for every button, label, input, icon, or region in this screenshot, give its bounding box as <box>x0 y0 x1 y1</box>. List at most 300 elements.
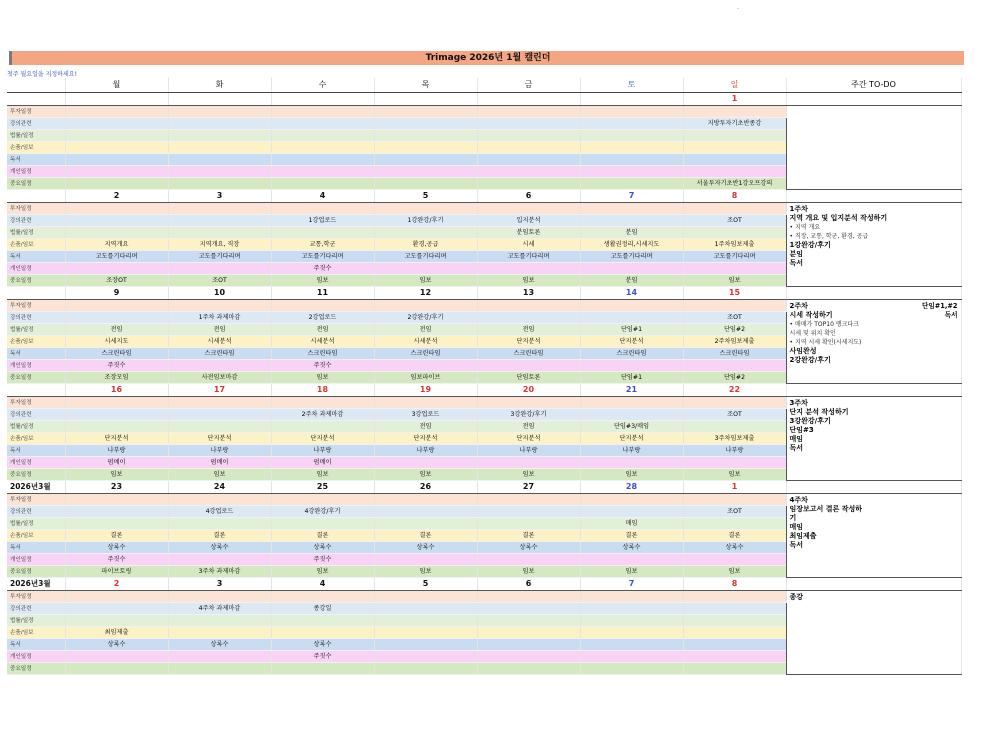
weekly-todo[interactable] <box>786 203 961 287</box>
event-cell[interactable] <box>271 166 374 178</box>
event-cell[interactable]: 환경,공급 <box>374 239 477 251</box>
event-cell[interactable] <box>683 227 786 239</box>
date-cell[interactable]: 6 <box>477 190 580 203</box>
event-cell[interactable]: 3주차 과제마감 <box>168 566 271 578</box>
event-cell[interactable] <box>271 154 374 166</box>
event-cell[interactable] <box>683 663 786 675</box>
event-cell[interactable]: 상록수 <box>271 639 374 651</box>
event-cell[interactable] <box>168 360 271 372</box>
event-cell[interactable] <box>271 627 374 639</box>
event-cell[interactable]: 결론 <box>477 530 580 542</box>
event-cell[interactable]: 임보 <box>683 469 786 481</box>
event-cell[interactable]: 지역개요, 직장 <box>168 239 271 251</box>
date-cell[interactable]: 28 <box>580 481 683 494</box>
event-cell[interactable]: 단지분석 <box>374 433 477 445</box>
date-cell[interactable] <box>580 93 683 106</box>
event-cell[interactable] <box>65 409 168 421</box>
event-cell[interactable]: 3주차임보제출 <box>683 433 786 445</box>
event-cell[interactable]: 시세분석 <box>168 336 271 348</box>
event-cell[interactable]: 임보 <box>168 469 271 481</box>
event-cell[interactable] <box>683 603 786 615</box>
event-cell[interactable]: 4주차 과제마감 <box>168 603 271 615</box>
event-cell[interactable] <box>683 397 786 409</box>
event-cell[interactable] <box>477 312 580 324</box>
event-cell[interactable] <box>580 627 683 639</box>
event-cell[interactable]: 전임 <box>374 324 477 336</box>
event-cell[interactable]: 파이브토링 <box>65 566 168 578</box>
event-cell[interactable] <box>374 506 477 518</box>
event-cell[interactable] <box>65 227 168 239</box>
event-cell[interactable] <box>683 106 786 118</box>
event-cell[interactable] <box>65 663 168 675</box>
event-cell[interactable]: 상록수 <box>65 639 168 651</box>
date-cell[interactable]: 10 <box>168 287 271 300</box>
event-cell[interactable]: 임보 <box>374 275 477 287</box>
event-cell[interactable] <box>683 651 786 663</box>
event-cell[interactable]: 임보 <box>477 566 580 578</box>
event-cell[interactable]: 지역개요 <box>65 239 168 251</box>
event-cell[interactable] <box>374 397 477 409</box>
event-cell[interactable] <box>683 421 786 433</box>
event-cell[interactable] <box>477 360 580 372</box>
event-cell[interactable] <box>65 506 168 518</box>
event-cell[interactable] <box>580 639 683 651</box>
event-cell[interactable]: 상록수 <box>271 542 374 554</box>
event-cell[interactable] <box>580 203 683 215</box>
event-cell[interactable]: 임보 <box>271 275 374 287</box>
event-cell[interactable] <box>580 554 683 566</box>
event-cell[interactable] <box>477 457 580 469</box>
event-cell[interactable] <box>65 106 168 118</box>
event-cell[interactable] <box>168 663 271 675</box>
event-cell[interactable]: 3강업로드 <box>374 409 477 421</box>
event-cell[interactable] <box>271 203 374 215</box>
event-cell[interactable]: 나부랑 <box>580 445 683 457</box>
event-cell[interactable]: 주짓수 <box>271 554 374 566</box>
event-cell[interactable] <box>168 263 271 275</box>
event-cell[interactable] <box>168 421 271 433</box>
event-cell[interactable]: 나부랑 <box>65 445 168 457</box>
date-cell[interactable]: 14 <box>580 287 683 300</box>
event-cell[interactable] <box>580 154 683 166</box>
event-cell[interactable]: 주짓수 <box>271 360 374 372</box>
event-cell[interactable]: 나부랑 <box>683 445 786 457</box>
event-cell[interactable] <box>168 178 271 190</box>
event-cell[interactable] <box>580 166 683 178</box>
event-cell[interactable]: 나부랑 <box>374 445 477 457</box>
event-cell[interactable]: 스크린타임 <box>168 348 271 360</box>
event-cell[interactable]: 1강완강/후기 <box>374 215 477 227</box>
event-cell[interactable] <box>168 215 271 227</box>
event-cell[interactable] <box>65 518 168 530</box>
event-cell[interactable] <box>477 130 580 142</box>
event-cell[interactable] <box>683 615 786 627</box>
event-cell[interactable] <box>168 142 271 154</box>
event-cell[interactable] <box>271 227 374 239</box>
event-cell[interactable]: 나부랑 <box>477 445 580 457</box>
event-cell[interactable] <box>580 300 683 312</box>
event-cell[interactable] <box>168 203 271 215</box>
event-cell[interactable] <box>580 494 683 506</box>
event-cell[interactable] <box>65 615 168 627</box>
date-cell[interactable]: 5 <box>374 578 477 591</box>
event-cell[interactable] <box>477 178 580 190</box>
event-cell[interactable]: 주짓수 <box>65 360 168 372</box>
event-cell[interactable]: 상록수 <box>374 542 477 554</box>
event-cell[interactable]: 단지분석 <box>65 433 168 445</box>
event-cell[interactable] <box>168 651 271 663</box>
event-cell[interactable] <box>271 142 374 154</box>
event-cell[interactable] <box>65 178 168 190</box>
event-cell[interactable] <box>683 518 786 530</box>
event-cell[interactable]: 임보 <box>580 469 683 481</box>
event-cell[interactable]: 전임 <box>374 421 477 433</box>
event-cell[interactable] <box>65 651 168 663</box>
event-cell[interactable] <box>65 130 168 142</box>
event-cell[interactable] <box>683 203 786 215</box>
event-cell[interactable]: 1주차 과제마감 <box>168 312 271 324</box>
date-cell[interactable]: 4 <box>271 578 374 591</box>
event-cell[interactable] <box>65 300 168 312</box>
date-cell[interactable]: 26 <box>374 481 477 494</box>
event-cell[interactable]: 임보 <box>683 275 786 287</box>
weekly-todo[interactable] <box>786 494 961 578</box>
event-cell[interactable]: 조장OT <box>65 275 168 287</box>
event-cell[interactable] <box>374 178 477 190</box>
event-cell[interactable]: 임보 <box>374 469 477 481</box>
event-cell[interactable]: 사전임보마감 <box>168 372 271 384</box>
event-cell[interactable] <box>65 397 168 409</box>
event-cell[interactable] <box>168 227 271 239</box>
event-cell[interactable]: 조OT <box>683 506 786 518</box>
event-cell[interactable]: 고도를기다리며 <box>65 251 168 263</box>
event-cell[interactable]: 단지분석 <box>580 433 683 445</box>
event-cell[interactable]: 임보 <box>271 469 374 481</box>
event-cell[interactable] <box>683 494 786 506</box>
event-cell[interactable]: 시세분석 <box>374 336 477 348</box>
event-cell[interactable]: 단임#1 <box>580 324 683 336</box>
event-cell[interactable]: 임보 <box>271 372 374 384</box>
event-cell[interactable] <box>683 627 786 639</box>
event-cell[interactable]: 임보 <box>65 469 168 481</box>
date-cell[interactable]: 25 <box>271 481 374 494</box>
event-cell[interactable]: 서울투자기초반1강오프강의 <box>683 178 786 190</box>
event-cell[interactable]: 시세분석 <box>271 336 374 348</box>
event-cell[interactable]: 전임 <box>65 324 168 336</box>
event-cell[interactable] <box>374 227 477 239</box>
date-cell[interactable]: 24 <box>168 481 271 494</box>
event-cell[interactable] <box>683 639 786 651</box>
event-cell[interactable] <box>65 203 168 215</box>
event-cell[interactable] <box>580 397 683 409</box>
event-cell[interactable] <box>580 312 683 324</box>
event-cell[interactable] <box>65 215 168 227</box>
event-cell[interactable] <box>683 154 786 166</box>
event-cell[interactable] <box>477 154 580 166</box>
date-cell[interactable]: 7 <box>580 578 683 591</box>
event-cell[interactable] <box>683 300 786 312</box>
event-cell[interactable] <box>271 300 374 312</box>
event-cell[interactable]: 임보 <box>477 275 580 287</box>
event-cell[interactable] <box>374 494 477 506</box>
event-cell[interactable] <box>683 554 786 566</box>
event-cell[interactable] <box>580 130 683 142</box>
event-cell[interactable]: 전임 <box>168 324 271 336</box>
event-cell[interactable]: 매임 <box>580 518 683 530</box>
event-cell[interactable] <box>374 651 477 663</box>
event-cell[interactable] <box>374 639 477 651</box>
event-cell[interactable] <box>374 263 477 275</box>
event-cell[interactable]: 스크린타임 <box>580 348 683 360</box>
date-cell[interactable]: 3 <box>168 190 271 203</box>
event-cell[interactable] <box>374 154 477 166</box>
event-cell[interactable] <box>683 263 786 275</box>
event-cell[interactable] <box>580 603 683 615</box>
event-cell[interactable] <box>580 263 683 275</box>
event-cell[interactable] <box>477 203 580 215</box>
event-cell[interactable] <box>477 506 580 518</box>
event-cell[interactable]: 결론 <box>271 530 374 542</box>
event-cell[interactable] <box>271 421 374 433</box>
event-cell[interactable]: 임보 <box>580 566 683 578</box>
event-cell[interactable] <box>580 106 683 118</box>
event-cell[interactable]: 전임 <box>477 421 580 433</box>
event-cell[interactable] <box>168 591 271 603</box>
event-cell[interactable] <box>683 591 786 603</box>
event-cell[interactable] <box>374 518 477 530</box>
event-cell[interactable] <box>580 506 683 518</box>
weekly-todo[interactable] <box>786 591 961 675</box>
event-cell[interactable]: 펌메이 <box>271 457 374 469</box>
event-cell[interactable]: 고도를기다리며 <box>477 251 580 263</box>
event-cell[interactable] <box>477 603 580 615</box>
event-cell[interactable] <box>168 615 271 627</box>
event-cell[interactable]: 결론 <box>65 530 168 542</box>
event-cell[interactable]: 주짓수 <box>271 263 374 275</box>
event-cell[interactable]: 상록수 <box>168 542 271 554</box>
event-cell[interactable]: 1강업로드 <box>271 215 374 227</box>
event-cell[interactable]: 단임#3/매임 <box>580 421 683 433</box>
event-cell[interactable] <box>168 494 271 506</box>
event-cell[interactable]: 고도를기다리며 <box>271 251 374 263</box>
event-cell[interactable] <box>374 130 477 142</box>
event-cell[interactable] <box>168 300 271 312</box>
date-cell[interactable] <box>374 93 477 106</box>
date-cell[interactable]: 22 <box>683 384 786 397</box>
event-cell[interactable] <box>683 360 786 372</box>
event-cell[interactable] <box>374 591 477 603</box>
event-cell[interactable]: 임보파이브 <box>374 372 477 384</box>
event-cell[interactable]: 분임 <box>580 275 683 287</box>
event-cell[interactable] <box>477 118 580 130</box>
event-cell[interactable]: 단지분석 <box>477 336 580 348</box>
date-cell[interactable]: 13 <box>477 287 580 300</box>
event-cell[interactable]: 상록수 <box>477 542 580 554</box>
event-cell[interactable] <box>683 457 786 469</box>
event-cell[interactable] <box>374 360 477 372</box>
event-cell[interactable] <box>477 518 580 530</box>
event-cell[interactable]: 고도를기다리며 <box>168 251 271 263</box>
event-cell[interactable]: 단임#2 <box>683 324 786 336</box>
event-cell[interactable]: 주짓수 <box>65 554 168 566</box>
event-cell[interactable]: 상록수 <box>683 542 786 554</box>
event-cell[interactable] <box>477 591 580 603</box>
event-cell[interactable] <box>65 263 168 275</box>
event-cell[interactable]: 시세 <box>477 239 580 251</box>
event-cell[interactable]: 4강업로드 <box>168 506 271 518</box>
event-cell[interactable]: 단임#1 <box>580 372 683 384</box>
event-cell[interactable] <box>477 142 580 154</box>
date-cell[interactable]: 2 <box>65 190 168 203</box>
event-cell[interactable] <box>477 663 580 675</box>
event-cell[interactable]: 2강완강/후기 <box>374 312 477 324</box>
event-cell[interactable] <box>580 409 683 421</box>
date-cell[interactable] <box>65 93 168 106</box>
event-cell[interactable] <box>374 603 477 615</box>
event-cell[interactable] <box>65 166 168 178</box>
event-cell[interactable] <box>683 166 786 178</box>
event-cell[interactable]: 입지분석 <box>477 215 580 227</box>
event-cell[interactable]: 단지분석 <box>271 433 374 445</box>
event-cell[interactable]: 조OT <box>683 312 786 324</box>
date-cell[interactable]: 11 <box>271 287 374 300</box>
event-cell[interactable]: 결론 <box>374 530 477 542</box>
event-cell[interactable] <box>271 118 374 130</box>
event-cell[interactable] <box>477 651 580 663</box>
event-cell[interactable] <box>65 421 168 433</box>
event-cell[interactable]: 3강완강/후기 <box>477 409 580 421</box>
event-cell[interactable]: 시세지도 <box>65 336 168 348</box>
event-cell[interactable] <box>65 154 168 166</box>
date-cell[interactable]: 17 <box>168 384 271 397</box>
event-cell[interactable] <box>683 142 786 154</box>
date-cell[interactable]: 8 <box>683 578 786 591</box>
event-cell[interactable]: 조OT <box>168 275 271 287</box>
event-cell[interactable]: 1주차임보제출 <box>683 239 786 251</box>
event-cell[interactable] <box>477 263 580 275</box>
event-cell[interactable]: 상록수 <box>580 542 683 554</box>
event-cell[interactable] <box>374 106 477 118</box>
event-cell[interactable]: 2주차임보제출 <box>683 336 786 348</box>
event-cell[interactable]: 최임제출 <box>65 627 168 639</box>
event-cell[interactable] <box>168 106 271 118</box>
event-cell[interactable] <box>168 397 271 409</box>
event-cell[interactable] <box>477 397 580 409</box>
event-cell[interactable]: 전임 <box>477 324 580 336</box>
event-cell[interactable] <box>374 663 477 675</box>
event-cell[interactable]: 결론 <box>168 530 271 542</box>
date-cell[interactable]: 3 <box>168 578 271 591</box>
date-cell[interactable] <box>271 93 374 106</box>
date-cell[interactable]: 19 <box>374 384 477 397</box>
event-cell[interactable]: 단지분석 <box>477 433 580 445</box>
event-cell[interactable]: 임보 <box>374 566 477 578</box>
event-cell[interactable]: 지방투자기초반종강 <box>683 118 786 130</box>
date-cell[interactable]: 9 <box>65 287 168 300</box>
event-cell[interactable] <box>580 215 683 227</box>
event-cell[interactable]: 주짓수 <box>271 651 374 663</box>
event-cell[interactable]: 펌메이 <box>65 457 168 469</box>
date-cell[interactable]: 20 <box>477 384 580 397</box>
event-cell[interactable]: 스크린타임 <box>477 348 580 360</box>
event-cell[interactable]: 2강업로드 <box>271 312 374 324</box>
event-cell[interactable] <box>477 554 580 566</box>
date-cell[interactable]: 16 <box>65 384 168 397</box>
event-cell[interactable] <box>271 397 374 409</box>
event-cell[interactable] <box>580 178 683 190</box>
event-cell[interactable]: 4강완강/후기 <box>271 506 374 518</box>
event-cell[interactable] <box>580 360 683 372</box>
weekly-todo[interactable] <box>786 106 961 190</box>
event-cell[interactable]: 고도를기다리며 <box>374 251 477 263</box>
event-cell[interactable] <box>271 518 374 530</box>
date-cell[interactable]: 4 <box>271 190 374 203</box>
event-cell[interactable] <box>683 130 786 142</box>
date-cell[interactable]: 23 <box>65 481 168 494</box>
event-cell[interactable]: 임보 <box>271 566 374 578</box>
event-cell[interactable] <box>477 639 580 651</box>
date-cell[interactable]: 1 <box>683 93 786 106</box>
event-cell[interactable] <box>168 130 271 142</box>
event-cell[interactable]: 분임토론 <box>477 227 580 239</box>
weekly-todo[interactable] <box>786 397 961 481</box>
event-cell[interactable] <box>65 312 168 324</box>
event-cell[interactable]: 스크린타임 <box>271 348 374 360</box>
event-cell[interactable]: 결론 <box>683 530 786 542</box>
event-cell[interactable] <box>580 591 683 603</box>
event-cell[interactable]: 고도를기다리며 <box>683 251 786 263</box>
event-cell[interactable] <box>374 166 477 178</box>
event-cell[interactable]: 고도를기다리며 <box>580 251 683 263</box>
date-cell[interactable]: 18 <box>271 384 374 397</box>
event-cell[interactable]: 단지분석 <box>168 433 271 445</box>
event-cell[interactable]: 임보 <box>477 469 580 481</box>
event-cell[interactable] <box>374 118 477 130</box>
event-cell[interactable]: 단지분석 <box>580 336 683 348</box>
event-cell[interactable] <box>271 130 374 142</box>
event-cell[interactable]: 분임 <box>580 227 683 239</box>
event-cell[interactable]: 나부랑 <box>271 445 374 457</box>
event-cell[interactable] <box>580 615 683 627</box>
event-cell[interactable] <box>374 615 477 627</box>
event-cell[interactable] <box>271 663 374 675</box>
weekly-todo[interactable] <box>786 300 961 384</box>
date-cell[interactable]: 6 <box>477 578 580 591</box>
event-cell[interactable]: 결론 <box>580 530 683 542</box>
event-cell[interactable] <box>168 554 271 566</box>
event-cell[interactable]: 단임토론 <box>477 372 580 384</box>
date-cell[interactable]: 2 <box>65 578 168 591</box>
event-cell[interactable]: 교통,학군 <box>271 239 374 251</box>
event-cell[interactable] <box>580 663 683 675</box>
event-cell[interactable] <box>477 106 580 118</box>
event-cell[interactable] <box>374 457 477 469</box>
event-cell[interactable] <box>374 142 477 154</box>
event-cell[interactable]: 2주차 과제마감 <box>271 409 374 421</box>
event-cell[interactable] <box>271 178 374 190</box>
event-cell[interactable] <box>374 203 477 215</box>
event-cell[interactable] <box>65 142 168 154</box>
date-cell[interactable]: 7 <box>580 190 683 203</box>
event-cell[interactable] <box>65 118 168 130</box>
event-cell[interactable] <box>477 627 580 639</box>
event-cell[interactable] <box>374 627 477 639</box>
event-cell[interactable] <box>168 409 271 421</box>
event-cell[interactable] <box>271 494 374 506</box>
event-cell[interactable] <box>65 494 168 506</box>
date-cell[interactable] <box>477 93 580 106</box>
event-cell[interactable] <box>580 118 683 130</box>
